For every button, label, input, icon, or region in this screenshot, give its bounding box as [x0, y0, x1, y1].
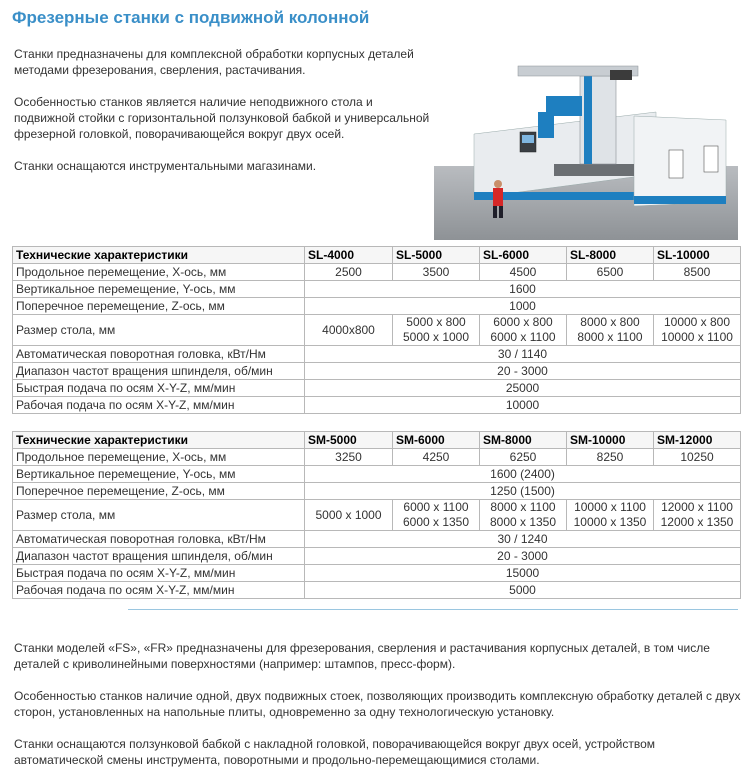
- table-cell: 20 - 3000: [305, 548, 741, 565]
- table-cell: 3250: [305, 449, 393, 466]
- table-cell: [567, 500, 654, 531]
- milling-machine-image: [434, 46, 738, 240]
- table-cell: [393, 500, 480, 531]
- cell-line: 12000 x 1100: [661, 500, 733, 514]
- table-cell: 3500: [393, 264, 480, 281]
- section-divider: [128, 609, 738, 610]
- table-row: [13, 531, 741, 548]
- guard-window: [704, 146, 718, 172]
- table-cell: [567, 315, 654, 346]
- table-header-row: [13, 247, 741, 264]
- outro-paragraph: Станки моделей «FS», «FR» предназначены для фрезерования, сверления и растачивания корпусных деталей, в том числе деталей с криволинейными поверхностями (например: штампов, пресс-форм).: [14, 641, 710, 671]
- cell-line: 5000 x 1000: [402, 330, 470, 344]
- spec-table-sm: [12, 431, 741, 599]
- row-label: Диапазон частот вращения шпинделя, об/мин: [13, 363, 305, 380]
- header-cell: SL-8000: [567, 247, 654, 264]
- row-label: Вертикальное перемещение, Y-ось, мм: [13, 281, 305, 298]
- table-row: [13, 466, 741, 483]
- row-label: Автоматическая поворотная головка, кВт/Нм: [13, 346, 305, 363]
- row-label: Диапазон частот вращения шпинделя, об/мин: [13, 548, 305, 565]
- table-cell: [480, 500, 567, 531]
- table-cell: [480, 315, 567, 346]
- table-cell: 1000: [305, 298, 741, 315]
- table-row: [13, 380, 741, 397]
- table-cell: 1600: [305, 281, 741, 298]
- cell-line: 6000 x 1100: [490, 330, 556, 344]
- table-cell: 8500: [654, 264, 741, 281]
- table-cell: 4500: [480, 264, 567, 281]
- cell-line: 8000 x 1350: [489, 515, 557, 529]
- cell-line: 5000 x 800: [406, 315, 466, 329]
- row-label: Автоматическая поворотная головка, кВт/Нм: [13, 531, 305, 548]
- table-cell: 20 - 3000: [305, 363, 741, 380]
- header-cell: SL-6000: [480, 247, 567, 264]
- cell-line: 8000 x 1100: [490, 500, 556, 514]
- header-cell: SM-5000: [305, 432, 393, 449]
- table-cell: 10000: [305, 397, 741, 414]
- header-cell: Технические характеристики: [13, 432, 305, 449]
- row-label: Поперечное перемещение, Z-ось, мм: [13, 298, 305, 315]
- row-label: Поперечное перемещение, Z-ось, мм: [13, 483, 305, 500]
- outro-paragraph: Особенностью станков наличие одной, двух подвижных стоек, позволяющих производить комплексную обработку деталей с двух сторон, установленных на напольные плиты, одновременно за одну технологическую установку.: [14, 689, 741, 719]
- control-screen: [522, 135, 534, 143]
- milling-head: [538, 112, 554, 138]
- header-cell: SM-6000: [393, 432, 480, 449]
- table-cell: 5000: [305, 582, 741, 599]
- table-header-row: [13, 432, 741, 449]
- cell-line: 10000 x 1100: [661, 330, 733, 344]
- row-label: Быстрая подача по осям X-Y-Z, мм/мин: [13, 380, 305, 397]
- intro-text: [14, 46, 434, 190]
- intro-paragraph: Станки предназначены для комплексной обработки корпусных деталей методами фрезерования, сверления, растачивания.: [14, 47, 414, 77]
- cell-line: 6000 x 1350: [402, 515, 470, 529]
- table-cell: 15000: [305, 565, 741, 582]
- table-row: [13, 363, 741, 380]
- row-label: Рабочая подача по осям X-Y-Z, мм/мин: [13, 397, 305, 414]
- table-row: [13, 298, 741, 315]
- table-cell: 30 / 1240: [305, 531, 741, 548]
- table-cell: 6500: [567, 264, 654, 281]
- table-cell: 2500: [305, 264, 393, 281]
- table-cell: 10250: [654, 449, 741, 466]
- intro-paragraph: Станки оснащаются инструментальными магазинами.: [14, 159, 317, 173]
- header-cell: SL-4000: [305, 247, 393, 264]
- table-row: [13, 582, 741, 599]
- cell-line: 6000 x 1100: [403, 500, 469, 514]
- header-cell: SL-10000: [654, 247, 741, 264]
- table-cell: 1250 (1500): [305, 483, 741, 500]
- table-row: [13, 315, 741, 346]
- cell-line: 6000 x 800: [493, 315, 553, 329]
- cell-line: 12000 x 1350: [660, 515, 734, 529]
- table-row: [13, 264, 741, 281]
- table-cell: [305, 315, 393, 346]
- table-cell: [305, 500, 393, 531]
- row-label: Продольное перемещение, X-ось, мм: [13, 264, 305, 281]
- table-row: [13, 548, 741, 565]
- page-title: Фрезерные станки с подвижной колонной: [12, 8, 370, 27]
- cell-line: 8000 x 800: [580, 315, 640, 329]
- header-cell: SM-10000: [567, 432, 654, 449]
- spec-table-sl: [12, 246, 741, 414]
- cell-line: 4000x800: [322, 322, 375, 337]
- side-guard-stripe: [634, 196, 726, 204]
- column-stripe: [584, 76, 592, 164]
- intro-paragraph: Особенностью станков является наличие неподвижного стола и подвижной стойки с горизонтальной ползунковой бабкой и универсальной фрезерной головкой, поворачивающейся вокруг двух осей.: [14, 95, 430, 141]
- row-label: Размер стола, мм: [13, 315, 305, 346]
- table-cell: [393, 315, 480, 346]
- outro-text: [14, 640, 744, 784]
- work-table: [554, 164, 634, 176]
- table-cell: 4250: [393, 449, 480, 466]
- header-cell: SM-8000: [480, 432, 567, 449]
- cell-line: 5000 x 1000: [315, 507, 382, 522]
- table-row: [13, 397, 741, 414]
- header-cell: SM-12000: [654, 432, 741, 449]
- table-cell: 1600 (2400): [305, 466, 741, 483]
- cell-line: 10000 x 1100: [574, 500, 646, 514]
- table-row: [13, 483, 741, 500]
- cell-line: 10000 x 1350: [573, 515, 647, 529]
- row-label: Вертикальное перемещение, Y-ось, мм: [13, 466, 305, 483]
- table-cell: [654, 315, 741, 346]
- table-cell: 25000: [305, 380, 741, 397]
- table-row: [13, 500, 741, 531]
- table-row: [13, 346, 741, 363]
- table-cell: 6250: [480, 449, 567, 466]
- table-cell: [654, 500, 741, 531]
- table-row: [13, 281, 741, 298]
- table-cell: 30 / 1140: [305, 346, 741, 363]
- cell-line: 8000 x 1100: [577, 330, 643, 344]
- row-label: Рабочая подача по осям X-Y-Z, мм/мин: [13, 582, 305, 599]
- row-label: Быстрая подача по осям X-Y-Z, мм/мин: [13, 565, 305, 582]
- table-row: [13, 565, 741, 582]
- header-cell: Технические характеристики: [13, 247, 305, 264]
- row-label: Продольное перемещение, X-ось, мм: [13, 449, 305, 466]
- header-cell: SL-5000: [393, 247, 480, 264]
- table-row: [13, 449, 741, 466]
- top-motor: [610, 70, 632, 80]
- table-cell: 8250: [567, 449, 654, 466]
- outro-paragraph: Станки оснащаются ползунковой бабкой с накладной головкой, поворачивающейся вокруг двух осей, устройством автоматической смены инструмента, поворотными и продольно-перемещающимися столами.: [14, 737, 656, 767]
- guard-window: [669, 150, 683, 178]
- cell-line: 10000 x 800: [663, 315, 731, 329]
- row-label: Размер стола, мм: [13, 500, 305, 531]
